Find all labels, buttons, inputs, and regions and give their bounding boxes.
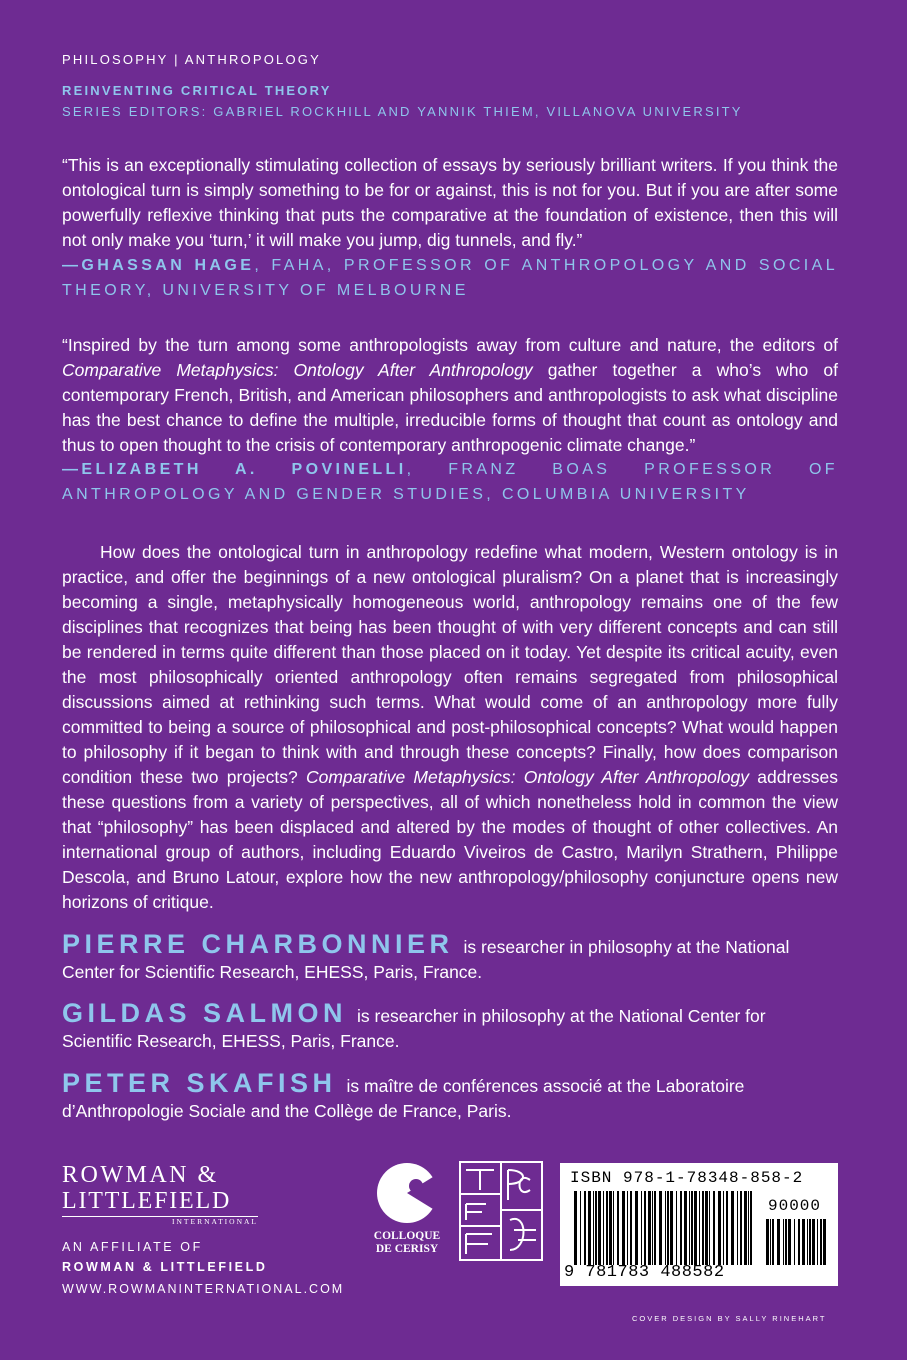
blurb-affiliation-1: , FAHA, PROFESSOR OF ANTHROPOLOGY AND SOCIAL THEORY, UNIVERSITY OF MELBOURNE	[62, 257, 838, 299]
blurb-author-2: —ELIZABETH A. POVINELLI	[62, 461, 407, 478]
transfer-logo-icon	[458, 1160, 544, 1262]
affiliate-parent: ROWMAN & LITTLEFIELD	[62, 1260, 268, 1274]
affiliate-label: AN AFFILIATE OF	[62, 1240, 203, 1254]
editor-bio-text-2: is researcher in philosophy at the National Center for Scientific Research, EHESS, Paris, France.	[62, 1006, 766, 1051]
isbn-text: ISBN 978-1-78348-858-2	[570, 1169, 804, 1187]
book-title: Comparative Metaphysics: Ontology After Anthropology	[62, 360, 533, 380]
cover-design-credit: COVER DESIGN BY SALLY RINEHART	[632, 1314, 827, 1323]
editor-bio-text-1: is researcher in philosophy at the National Center for Scientific Research, EHESS, Paris, France.	[62, 937, 790, 982]
book-title: Comparative Metaphysics: Ontology After Anthropology	[305, 767, 750, 787]
series-editors: SERIES EDITORS: GABRIEL ROCKHILL AND YANNIK THIEM, VILLANOVA UNIVERSITY	[62, 104, 743, 119]
price-barcode-bars-icon	[766, 1219, 830, 1265]
isbn-barcode	[560, 1163, 838, 1286]
editor-name-3: PETER SKAFISH	[62, 1068, 337, 1098]
blurb-attribution-2	[62, 457, 838, 507]
editor-bio-1	[62, 929, 838, 985]
barcode-bars-icon	[574, 1191, 756, 1265]
cerisy-logo: COLLOQUE DE CERISY	[372, 1160, 442, 1256]
book-description: How does the ontological turn in anthropology redefine what modern, Western ontology is in practice, and offer the beginnings of a new ontological pluralism? On a planet that is increasingly becoming a single, metaphysically homogeneous world, anthropology remains one of the few disciplines that recognizes that being has been thought of with very different concepts and can still be rendered in terms quite different than those placed on it today. Yet despite its critical acuity, even the most philosophically oriented anthropology often remains segregated from philosophical discussions aimed at rethinking such terms. What would come of an anthropology more fully committed to being a source of philosophical and post-philosophical concepts? What would happen to philosophy if it began to think with and through these concepts? Finally, how does comparison condition these two projects? Comparative Metaphysics: Ontology After Anthropology addresses these questions from a variety of perspectives, all of which nonetheless hold in common the view that “philosophy” has been displaced and altered by the modes of thought of other collectives. An international group of authors, including Eduardo Viveiros de Castro, Marilyn Strathern, Philippe Descola, and Bruno Latour, explore how the new anthropology/philosophy conjuncture opens new horizons of critique.	[62, 542, 838, 912]
blurb-attribution-1	[62, 253, 838, 303]
series-title: REINVENTING CRITICAL THEORY	[62, 83, 332, 98]
price-code: 90000	[768, 1197, 822, 1215]
editor-name-1: PIERRE CHARBONNIER	[62, 929, 454, 959]
publisher-url[interactable]: WWW.ROWMANINTERNATIONAL.COM	[62, 1282, 345, 1296]
blurb-affiliation-2: , FRANZ BOAS PROFESSOR OF ANTHROPOLOGY AND GENDER STUDIES, COLUMBIA UNIVERSITY	[62, 461, 838, 503]
editor-bio-text-3: is maître de conférences associé at the Laboratoire d’Anthropologie Sociale and the Collège de France, Paris.	[62, 1076, 745, 1121]
blurb-quote-1: “This is an exceptionally stimulating collection of essays by seriously brilliant writers. If you think the ontological turn is simply something to be for or against, this is not for you. But if you are after some powerfully reflexive thinking that puts the comparative at the foundation of existence, then this will not only make you ‘turn,’ it will make you jump, dig tunnels, and fly.”	[62, 155, 838, 250]
publisher-logo: ROWMAN & LITTLEFIELD INTERNATIONAL	[62, 1162, 258, 1226]
blurb-author-1: —GHASSAN HAGE	[62, 257, 255, 274]
editor-name-2: GILDAS SALMON	[62, 998, 347, 1028]
editor-bio-3	[62, 1068, 838, 1124]
blurb-quote-2: “Inspired by the turn among some anthropologists away from culture and nature, the editors of Comparative Metaphysics: Ontology After Anthropology gather together a who’s who of contemporary French, British, and American philosophers and anthropologists to ask what discipline has the best chance to define the multiple, irreducible forms of thought that count as ontology and thus to open thought to the crisis of contemporary anthropogenic climate change.”	[62, 335, 838, 455]
editor-bio-2	[62, 998, 838, 1054]
barcode-digits: 9 781783 488582	[564, 1263, 725, 1282]
subject-line: PHILOSOPHY | ANTHROPOLOGY	[62, 52, 321, 67]
cerisy-c-icon	[375, 1160, 439, 1226]
